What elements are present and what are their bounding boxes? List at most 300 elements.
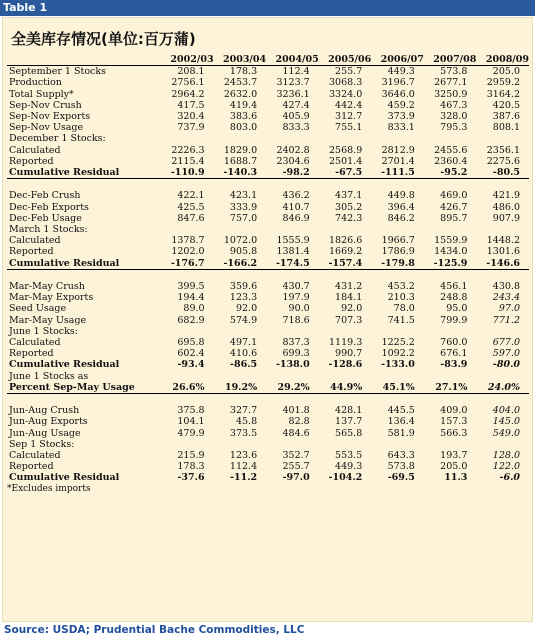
value-cell: 26.6% [161,382,214,394]
value-cell [424,326,477,337]
value-cell: -110.9 [161,167,214,179]
row-label: Sep-Nov Crush [9,99,82,111]
table-row [7,416,529,427]
row-label: December 1 Stocks: [9,133,106,145]
value-cell: 396.4 [387,201,415,213]
value-cell: -176.7 [161,258,214,270]
value-cell: -37.6 [177,472,205,484]
value-cell: 565.8 [335,427,363,439]
value-cell: 676.1 [440,348,468,360]
value-cell: -174.5 [266,258,319,270]
value-cell: 210.3 [387,292,415,304]
value-cell [214,179,267,191]
value-cell: 136.4 [387,416,415,428]
value-cell: 45.8 [235,416,258,428]
row-label: June 1 Stocks as [9,370,89,382]
value-cell: -80.0 [492,359,520,371]
value-cell: 24.0% [476,382,529,394]
table-row [7,156,529,167]
value-cell: 573.8 [440,66,468,78]
table-row [7,292,529,303]
value-cell: 479.9 [177,427,205,439]
value-cell: 990.7 [335,348,363,360]
table-title: 全美库存情况(单位:百万蒲) [11,30,196,48]
table-panel [2,17,533,622]
value-cell: 431.2 [335,281,363,293]
row-label: Dec-Feb Exports [9,201,89,213]
value-cell: 112.4 [229,461,258,473]
value-cell [424,224,477,235]
value-cell: 410.7 [282,201,310,213]
value-cell: 695.8 [177,337,205,349]
value-cell: 846.9 [282,212,310,224]
row-label: Dec-Feb Usage [9,212,82,224]
value-cell: 137.7 [335,416,363,428]
value-cell: 445.5 [387,405,415,417]
value-cell: -140.3 [214,167,267,179]
value-cell: 2275.6 [486,155,520,167]
value-cell [319,224,372,235]
value-cell: 399.5 [177,281,205,293]
value-cell: 1829.0 [223,144,258,156]
value-cell: 1669.2 [329,246,363,258]
value-cell: 2568.9 [329,144,363,156]
row-label: Percent Sep-May Usage [7,382,161,394]
value-cell: 3123.7 [276,77,310,89]
value-cell: 677.0 [492,337,520,349]
row-label: Reported [9,155,54,167]
value-cell: 373.5 [229,427,258,439]
value-cell: 597.0 [492,348,520,360]
year-header: 2005/06 [319,54,372,66]
value-cell: 430.8 [492,281,520,293]
value-cell: 193.7 [440,450,468,462]
value-cell: 178.3 [229,66,258,78]
value-cell: -95.2 [424,167,477,179]
value-cell [266,371,319,382]
value-cell: -157.4 [319,258,372,270]
value-cell: 1225.2 [381,337,415,349]
value-cell: 602.4 [177,348,205,360]
value-cell: 89.0 [183,303,205,315]
row-label: Cumulative Residual [9,472,120,484]
value-cell: 427.4 [282,99,310,111]
value-cell: 90.0 [288,303,310,315]
table-row [7,202,529,213]
value-cell: 436.2 [282,190,310,202]
value-cell: 2115.4 [171,155,205,167]
value-cell [161,224,214,235]
value-cell [266,133,319,144]
value-cell: 426.7 [440,201,468,213]
value-cell [161,326,214,337]
value-cell: 215.9 [177,450,205,462]
value-cell: 320.4 [177,111,205,123]
value-cell: 1301.6 [486,246,520,258]
value-cell: -97.0 [282,472,310,484]
value-cell: 741.5 [387,314,415,326]
value-cell [371,224,424,235]
value-cell: 248.8 [440,292,468,304]
value-cell: 205.0 [440,461,468,473]
value-cell: 2453.7 [223,77,258,89]
value-cell: 907.9 [492,212,520,224]
value-cell: 410.6 [229,348,258,360]
table-row [7,100,529,111]
value-cell [214,439,267,450]
year-header: 2002/03 [161,54,214,66]
value-cell: -111.5 [371,167,424,179]
value-cell: -125.9 [424,258,477,270]
table-row [7,66,529,78]
row-label: Cumulative Residual [7,258,161,270]
table-row [7,472,529,483]
row-label: Total Supply* [9,88,74,100]
value-cell [161,439,214,450]
header-label-cell [7,54,161,66]
value-cell: 184.1 [335,292,363,304]
value-cell: 194.4 [177,292,205,304]
value-cell: -11.2 [230,472,258,484]
value-cell: 92.0 [341,303,363,315]
value-cell: 123.3 [229,292,258,304]
value-cell: 78.0 [393,303,415,315]
value-cell: 803.0 [229,122,258,134]
value-cell: 449.3 [387,66,415,78]
value-cell [476,439,529,450]
value-cell: 3164.2 [486,88,520,100]
row-label: Cumulative Residual [7,167,161,179]
value-cell [214,326,267,337]
value-cell: 3250.9 [434,88,468,100]
value-cell [161,133,214,144]
value-cell [319,371,372,382]
value-cell [424,439,477,450]
value-cell: 2701.4 [381,155,415,167]
year-header: 2007/08 [424,54,477,66]
value-cell: 422.1 [177,190,205,202]
value-cell [424,371,477,382]
value-cell: 895.7 [440,212,468,224]
value-cell: 847.6 [177,212,205,224]
value-cell: 373.9 [387,111,415,123]
value-cell: 467.3 [440,99,468,111]
table-row [7,439,529,450]
value-cell: 1119.3 [329,337,363,349]
year-header: 2004/05 [266,54,319,66]
table-row [7,303,529,314]
value-cell [266,224,319,235]
row-label: Calculated [9,235,61,247]
footnote: *Excludes imports [7,483,91,494]
value-cell [161,179,214,191]
value-cell [319,269,372,281]
value-cell: 795.3 [440,122,468,134]
value-cell: 453.2 [387,281,415,293]
value-cell: -146.6 [476,258,529,270]
value-cell: 420.5 [492,99,520,111]
value-cell: 383.6 [229,111,258,123]
value-cell: 459.2 [387,99,415,111]
value-cell: 45.1% [371,382,424,394]
value-cell: 2677.1 [434,77,468,89]
table-row [7,133,529,144]
value-cell [319,394,372,406]
value-cell: 2632.0 [223,88,258,100]
value-cell: 573.8 [387,461,415,473]
value-cell [424,394,477,406]
value-cell: 359.6 [229,281,258,293]
value-cell: -179.8 [371,258,424,270]
value-cell: 757.0 [229,212,258,224]
value-cell [424,133,477,144]
value-cell: 11.3 [444,472,468,484]
value-cell [214,133,267,144]
value-cell [424,269,477,281]
value-cell: 1826.6 [329,235,363,247]
value-cell: 3236.1 [276,88,310,100]
value-cell: 409.0 [440,405,468,417]
value-cell: 122.0 [492,461,520,473]
value-cell: 2455.6 [434,144,468,156]
row-label: Sep-Nov Exports [9,111,91,123]
value-cell [371,394,424,406]
table-row [7,371,529,382]
value-cell: 95.0 [446,303,468,315]
value-cell: 574.9 [229,314,258,326]
row-label: Seed Usage [9,303,67,315]
value-cell: 305.2 [335,201,363,213]
value-cell [214,224,267,235]
row-label [7,269,161,281]
table-row [7,337,529,348]
value-cell: 497.1 [229,337,258,349]
value-cell: 833.3 [282,122,310,134]
value-cell: -86.5 [230,359,258,371]
row-label: Reported [9,246,54,258]
value-cell: 682.9 [177,314,205,326]
table-row [7,258,529,270]
table-tag: Table 1 [0,0,535,16]
row-label: Calculated [9,144,61,156]
value-cell: 255.7 [335,66,363,78]
value-cell [371,269,424,281]
value-cell: 375.8 [177,405,205,417]
value-cell: 1555.9 [276,235,310,247]
table-row [7,246,529,257]
value-cell: 428.1 [335,405,363,417]
value-cell: 123.6 [229,450,258,462]
value-cell: 328.0 [440,111,468,123]
row-label: Sep 1 Stocks: [9,438,75,450]
table-row [7,224,529,235]
value-cell: 449.3 [335,461,363,473]
value-cell: 27.1% [424,382,477,394]
value-cell: 112.4 [282,66,310,78]
value-cell: 205.0 [492,66,520,78]
table-row [7,281,529,292]
value-cell [371,371,424,382]
table-row [7,315,529,326]
value-cell: -166.2 [214,258,267,270]
value-cell: 1966.7 [381,235,415,247]
row-label [7,179,161,191]
value-cell: 718.6 [282,314,310,326]
value-cell: 419.4 [229,99,258,111]
value-cell: 243.4 [492,292,520,304]
row-label: Cumulative Residual [9,359,120,371]
table-row [7,428,529,439]
year-header: 2003/04 [214,54,267,66]
table-row [7,122,529,133]
value-cell: 1448.2 [486,235,520,247]
value-cell: 437.1 [335,190,363,202]
value-cell: 2402.8 [276,144,310,156]
value-cell [476,371,529,382]
value-cell: 707.3 [335,314,363,326]
value-cell: 97.0 [498,303,520,315]
table-row [7,326,529,337]
row-label: Dec-Feb Crush [9,190,81,202]
value-cell [476,133,529,144]
row-label: Reported [9,348,54,360]
table-row [7,145,529,156]
row-label: Mar-May Exports [9,292,94,304]
value-cell: 2964.2 [171,88,205,100]
value-cell [214,371,267,382]
table-body [7,66,529,495]
value-cell: 255.7 [282,461,310,473]
value-cell: -93.4 [177,359,205,371]
value-cell [476,269,529,281]
value-cell: 3324.0 [329,88,363,100]
table-row [7,359,529,370]
stocks-table [7,54,529,495]
row-label: Jun-Aug Crush [9,405,80,417]
table-row [7,348,529,359]
value-cell: 404.0 [492,405,520,417]
value-cell [476,326,529,337]
value-cell: 2959.2 [486,77,520,89]
value-cell: 456.1 [440,281,468,293]
value-cell: -133.0 [381,359,415,371]
table-row [7,190,529,201]
value-cell: 699.3 [282,348,310,360]
value-cell: 387.6 [492,111,520,123]
value-cell [266,326,319,337]
value-cell [161,371,214,382]
table-row [7,450,529,461]
value-cell: 421.9 [492,190,520,202]
row-label: June 1 Stocks: [9,325,78,337]
value-cell: 29.2% [266,382,319,394]
value-cell: 157.3 [440,416,468,428]
value-cell: 425.5 [177,201,205,213]
value-cell [476,394,529,406]
row-label: Reported [9,461,54,473]
row-label: March 1 Stocks: [9,224,88,236]
year-header: 2006/07 [371,54,424,66]
value-cell: -104.2 [328,472,363,484]
value-cell: 442.4 [335,99,363,111]
row-label: Jun-Aug Exports [9,416,88,428]
value-cell [214,394,267,406]
value-cell: -69.5 [387,472,415,484]
value-cell: 799.9 [440,314,468,326]
value-cell: 755.1 [335,122,363,134]
row-label [7,394,161,406]
value-cell: 178.3 [177,461,205,473]
value-cell: 837.3 [282,337,310,349]
value-cell: 760.0 [440,337,468,349]
value-cell: 128.0 [492,450,520,462]
table-row [7,405,529,416]
value-cell [476,179,529,191]
row-label: Calculated [9,337,61,349]
value-cell [371,133,424,144]
value-cell: 1072.0 [223,235,258,247]
value-cell: 549.0 [492,427,520,439]
value-cell [319,179,372,191]
value-cell: 327.7 [229,405,258,417]
value-cell: 449.8 [387,190,415,202]
value-cell [161,394,214,406]
value-cell [214,269,267,281]
value-cell: 2304.6 [276,155,310,167]
table-row [7,77,529,88]
value-cell: 1786.9 [381,246,415,258]
value-cell: 3646.0 [381,88,415,100]
value-cell: 833.1 [387,122,415,134]
value-cell: 469.0 [440,190,468,202]
value-cell: 44.9% [319,382,372,394]
value-cell: 1434.0 [434,246,468,258]
value-cell [161,269,214,281]
row-label: Production [9,77,62,89]
value-cell [371,439,424,450]
blank-row [7,179,529,191]
table-row [7,167,529,179]
row-label: Calculated [9,450,61,462]
value-cell: 352.7 [282,450,310,462]
value-cell: 846.2 [387,212,415,224]
value-cell: 333.9 [229,201,258,213]
value-cell: 92.0 [235,303,258,315]
value-cell: 737.9 [177,122,205,134]
value-cell: 484.6 [282,427,310,439]
row-label: Jun-Aug Usage [9,427,81,439]
value-cell: 430.7 [282,281,310,293]
value-cell [266,179,319,191]
table-row [7,111,529,122]
value-cell: -98.2 [266,167,319,179]
value-cell: 2812.9 [381,144,415,156]
value-cell: 486.0 [492,201,520,213]
value-cell: 401.8 [282,405,310,417]
value-cell: 423.1 [229,190,258,202]
blank-row [7,394,529,406]
value-cell: -83.9 [440,359,468,371]
source-note: Source: USDA; Prudential Bache Commodities, LLC [4,624,305,636]
value-cell: 905.8 [229,246,258,258]
value-cell: 82.8 [288,416,310,428]
value-cell: 2356.1 [486,144,520,156]
value-cell [371,326,424,337]
value-cell: 2756.1 [171,77,205,89]
value-cell: 104.1 [177,416,205,428]
value-cell: -80.5 [476,167,529,179]
value-cell: -128.6 [328,359,363,371]
